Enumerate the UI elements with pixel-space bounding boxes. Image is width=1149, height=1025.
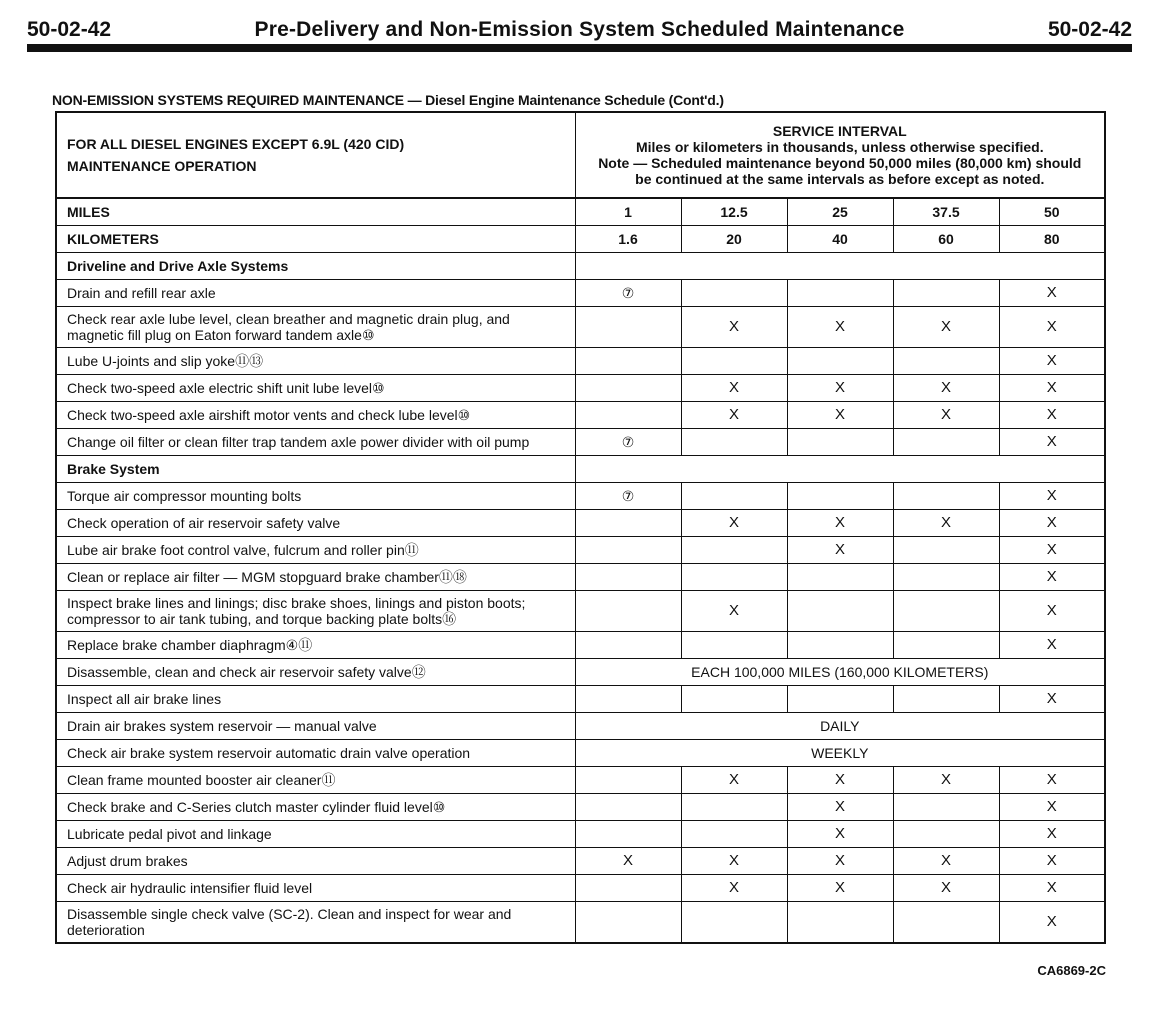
- interval-cell: [893, 564, 999, 591]
- category-row-driveline: [56, 253, 1105, 280]
- interval-mark: X: [681, 402, 787, 429]
- maintenance-operation: Check brake and C-Series clutch master cylinder fluid level⑩: [56, 794, 575, 821]
- maintenance-operation: Lube air brake foot control valve, fulcrum and roller pin⑪: [56, 537, 575, 564]
- kilometers-value: 60: [893, 226, 999, 253]
- interval-cell: [893, 348, 999, 375]
- page-header: [27, 14, 1132, 48]
- maintenance-operation: Inspect all air brake lines: [56, 686, 575, 713]
- interval-mark: X: [999, 564, 1105, 591]
- interval-mark: X: [681, 510, 787, 537]
- table-row: [56, 740, 1105, 767]
- table-row: [56, 591, 1105, 632]
- interval-cell: [787, 591, 893, 632]
- maintenance-operation: Clean or replace air filter — MGM stopguard brake chamber⑪⑱: [56, 564, 575, 591]
- maintenance-operation: Check operation of air reservoir safety valve: [56, 510, 575, 537]
- interval-cell: [893, 902, 999, 944]
- interval-cell: [893, 483, 999, 510]
- interval-cell: [681, 902, 787, 944]
- maintenance-operation: Adjust drum brakes: [56, 848, 575, 875]
- interval-cell: [575, 564, 681, 591]
- table-row: [56, 429, 1105, 456]
- interval-mark: X: [999, 307, 1105, 348]
- interval-note-ref: ⑦: [575, 483, 681, 510]
- interval-mark: X: [787, 875, 893, 902]
- service-interval-label: SERVICE INTERVAL: [772, 123, 907, 139]
- table-row: [56, 686, 1105, 713]
- kilometers-value: 40: [787, 226, 893, 253]
- interval-mark: X: [787, 821, 893, 848]
- maintenance-operation: Inspect brake lines and linings; disc brake shoes, linings and piston boots; compressor to air tank tubing, and torque backing plate bolts⑯: [56, 591, 575, 632]
- kilometers-row: [56, 226, 1105, 253]
- table-row: [56, 821, 1105, 848]
- interval-cell: [575, 375, 681, 402]
- interval-span-note: DAILY: [575, 713, 1105, 740]
- interval-cell: [787, 564, 893, 591]
- interval-mark: X: [893, 510, 999, 537]
- maintenance-operation: Lube U-joints and slip yoke⑪⑬: [56, 348, 575, 375]
- table-row: [56, 510, 1105, 537]
- table-row: [56, 564, 1105, 591]
- miles-value: 50: [999, 198, 1105, 226]
- section-title: NON-EMISSION SYSTEMS REQUIRED MAINTENANCE — Diesel Engine Maintenance Schedule (Cont'd.): [52, 92, 724, 108]
- miles-value: 37.5: [893, 198, 999, 226]
- interval-mark: X: [681, 848, 787, 875]
- miles-value: 12.5: [681, 198, 787, 226]
- interval-cell: [681, 794, 787, 821]
- interval-cell: [575, 591, 681, 632]
- category-label: Driveline and Drive Axle Systems: [56, 253, 575, 280]
- interval-mark: X: [999, 632, 1105, 659]
- interval-cell: [681, 483, 787, 510]
- table-row: [56, 659, 1105, 686]
- interval-mark: X: [999, 902, 1105, 944]
- interval-cell: [681, 429, 787, 456]
- interval-cell: [681, 686, 787, 713]
- table-row: [56, 794, 1105, 821]
- miles-label: MILES: [56, 198, 575, 226]
- interval-note-line1: Note — Scheduled maintenance beyond 50,000 miles (80,000 km) should: [598, 155, 1082, 171]
- header-rule: [27, 44, 1132, 52]
- interval-mark: X: [787, 307, 893, 348]
- interval-cell: [893, 591, 999, 632]
- interval-cell: [575, 510, 681, 537]
- interval-mark: X: [999, 510, 1105, 537]
- table-row: [56, 902, 1105, 944]
- maintenance-operation: Check two-speed axle electric shift unit lube level⑩: [56, 375, 575, 402]
- interval-cell: [575, 821, 681, 848]
- interval-units-note: Miles or kilometers in thousands, unless otherwise specified.: [635, 139, 1044, 155]
- maintenance-operation-label: MAINTENANCE OPERATION: [67, 158, 257, 174]
- miles-value: 1: [575, 198, 681, 226]
- maintenance-operation: Drain air brakes system reservoir — manual valve: [56, 713, 575, 740]
- table-row: [56, 537, 1105, 564]
- interval-cell: [575, 348, 681, 375]
- interval-cell: [893, 537, 999, 564]
- miles-value: 25: [787, 198, 893, 226]
- interval-cell: [893, 686, 999, 713]
- maintenance-operation: Disassemble, clean and check air reservoir safety valve⑫: [56, 659, 575, 686]
- interval-cell: [575, 902, 681, 944]
- interval-mark: X: [999, 686, 1105, 713]
- interval-mark: X: [787, 794, 893, 821]
- interval-cell: [787, 429, 893, 456]
- interval-note-ref: ⑦: [575, 429, 681, 456]
- interval-cell: [787, 632, 893, 659]
- interval-mark: X: [999, 794, 1105, 821]
- interval-mark: X: [893, 767, 999, 794]
- interval-cell: [787, 280, 893, 307]
- kilometers-value: 20: [681, 226, 787, 253]
- table-row: [56, 307, 1105, 348]
- interval-cell: [681, 821, 787, 848]
- interval-cell: [575, 875, 681, 902]
- table-row: [56, 848, 1105, 875]
- interval-mark: X: [999, 429, 1105, 456]
- interval-cell: [681, 632, 787, 659]
- page-title: Pre-Delivery and Non-Emission System Scheduled Maintenance: [254, 18, 905, 41]
- figure-code: CA6869-2C: [1037, 963, 1106, 978]
- maintenance-operation: Clean frame mounted booster air cleaner⑪: [56, 767, 575, 794]
- interval-mark: X: [681, 591, 787, 632]
- maintenance-operation: Disassemble single check valve (SC-2). Clean and inspect for wear and deterioration: [56, 902, 575, 944]
- interval-mark: X: [787, 402, 893, 429]
- interval-mark: X: [681, 875, 787, 902]
- interval-mark: X: [787, 510, 893, 537]
- interval-mark: X: [999, 280, 1105, 307]
- interval-mark: X: [787, 375, 893, 402]
- interval-cell: [681, 280, 787, 307]
- interval-cell: [787, 902, 893, 944]
- interval-cell: [575, 686, 681, 713]
- interval-cell: [575, 767, 681, 794]
- interval-mark: X: [681, 307, 787, 348]
- interval-span-note: EACH 100,000 MILES (160,000 KILOMETERS): [575, 659, 1105, 686]
- kilometers-label: KILOMETERS: [56, 226, 575, 253]
- interval-mark: X: [999, 402, 1105, 429]
- interval-cell: [681, 537, 787, 564]
- category-blank-cell: [575, 456, 1105, 483]
- interval-cell: [893, 794, 999, 821]
- table-row: [56, 632, 1105, 659]
- maintenance-operation: Check rear axle lube level, clean breather and magnetic drain plug, and magnetic fill plug on Eaton forward tandem axle⑩: [56, 307, 575, 348]
- interval-mark: X: [999, 348, 1105, 375]
- maintenance-operation: Check air brake system reservoir automatic drain valve operation: [56, 740, 575, 767]
- table-row: [56, 348, 1105, 375]
- interval-cell: [575, 402, 681, 429]
- category-row-brake: [56, 456, 1105, 483]
- maintenance-operation: Replace brake chamber diaphragm④⑪: [56, 632, 575, 659]
- interval-mark: X: [893, 307, 999, 348]
- table-row: [56, 713, 1105, 740]
- interval-mark: X: [893, 848, 999, 875]
- interval-mark: X: [893, 402, 999, 429]
- interval-mark: X: [999, 591, 1105, 632]
- interval-cell: [681, 564, 787, 591]
- kilometers-value: 80: [999, 226, 1105, 253]
- service-interval-header-cell: [575, 112, 1105, 198]
- interval-cell: [575, 794, 681, 821]
- interval-mark: X: [681, 767, 787, 794]
- interval-mark: X: [787, 537, 893, 564]
- page-number-right: 50-02-42: [1047, 18, 1132, 41]
- interval-cell: [787, 483, 893, 510]
- interval-cell: [893, 280, 999, 307]
- category-blank-cell: [575, 253, 1105, 280]
- interval-cell: [893, 821, 999, 848]
- maintenance-schedule-table: [55, 111, 1106, 944]
- interval-mark: X: [681, 375, 787, 402]
- interval-mark: X: [999, 821, 1105, 848]
- page-number-left: 50-02-42: [27, 18, 112, 41]
- interval-cell: [893, 632, 999, 659]
- table-row: [56, 280, 1105, 307]
- interval-cell: [575, 307, 681, 348]
- maintenance-operation: Drain and refill rear axle: [56, 280, 575, 307]
- interval-mark: X: [999, 848, 1105, 875]
- interval-mark: X: [999, 483, 1105, 510]
- interval-note-line2: be continued at the same intervals as before except as noted.: [635, 171, 1045, 187]
- interval-cell: [787, 686, 893, 713]
- interval-mark: X: [999, 767, 1105, 794]
- interval-mark: X: [787, 848, 893, 875]
- interval-cell: [575, 632, 681, 659]
- interval-mark: X: [999, 537, 1105, 564]
- operation-header-cell: [56, 112, 575, 198]
- interval-mark: X: [999, 375, 1105, 402]
- interval-cell: [681, 348, 787, 375]
- maintenance-operation: Torque air compressor mounting bolts: [56, 483, 575, 510]
- table-row: [56, 483, 1105, 510]
- table-row: [56, 402, 1105, 429]
- interval-mark: X: [787, 767, 893, 794]
- maintenance-operation: Check air hydraulic intensifier fluid level: [56, 875, 575, 902]
- maintenance-operation: Change oil filter or clean filter trap tandem axle power divider with oil pump: [56, 429, 575, 456]
- category-label: Brake System: [56, 456, 575, 483]
- maintenance-operation: Lubricate pedal pivot and linkage: [56, 821, 575, 848]
- miles-row: [56, 198, 1105, 226]
- table-row: [56, 875, 1105, 902]
- table-row: [56, 375, 1105, 402]
- interval-mark: X: [893, 875, 999, 902]
- interval-mark: X: [575, 848, 681, 875]
- interval-note-ref: ⑦: [575, 280, 681, 307]
- table-row: [56, 767, 1105, 794]
- interval-span-note: WEEKLY: [575, 740, 1105, 767]
- interval-cell: [575, 537, 681, 564]
- interval-mark: X: [893, 375, 999, 402]
- kilometers-value: 1.6: [575, 226, 681, 253]
- interval-mark: X: [999, 875, 1105, 902]
- interval-cell: [893, 429, 999, 456]
- maintenance-operation: Check two-speed axle airshift motor vents and check lube level⑩: [56, 402, 575, 429]
- engine-scope-label: FOR ALL DIESEL ENGINES EXCEPT 6.9L (420 CID): [67, 136, 405, 152]
- interval-cell: [787, 348, 893, 375]
- table-header-row: [56, 112, 1105, 198]
